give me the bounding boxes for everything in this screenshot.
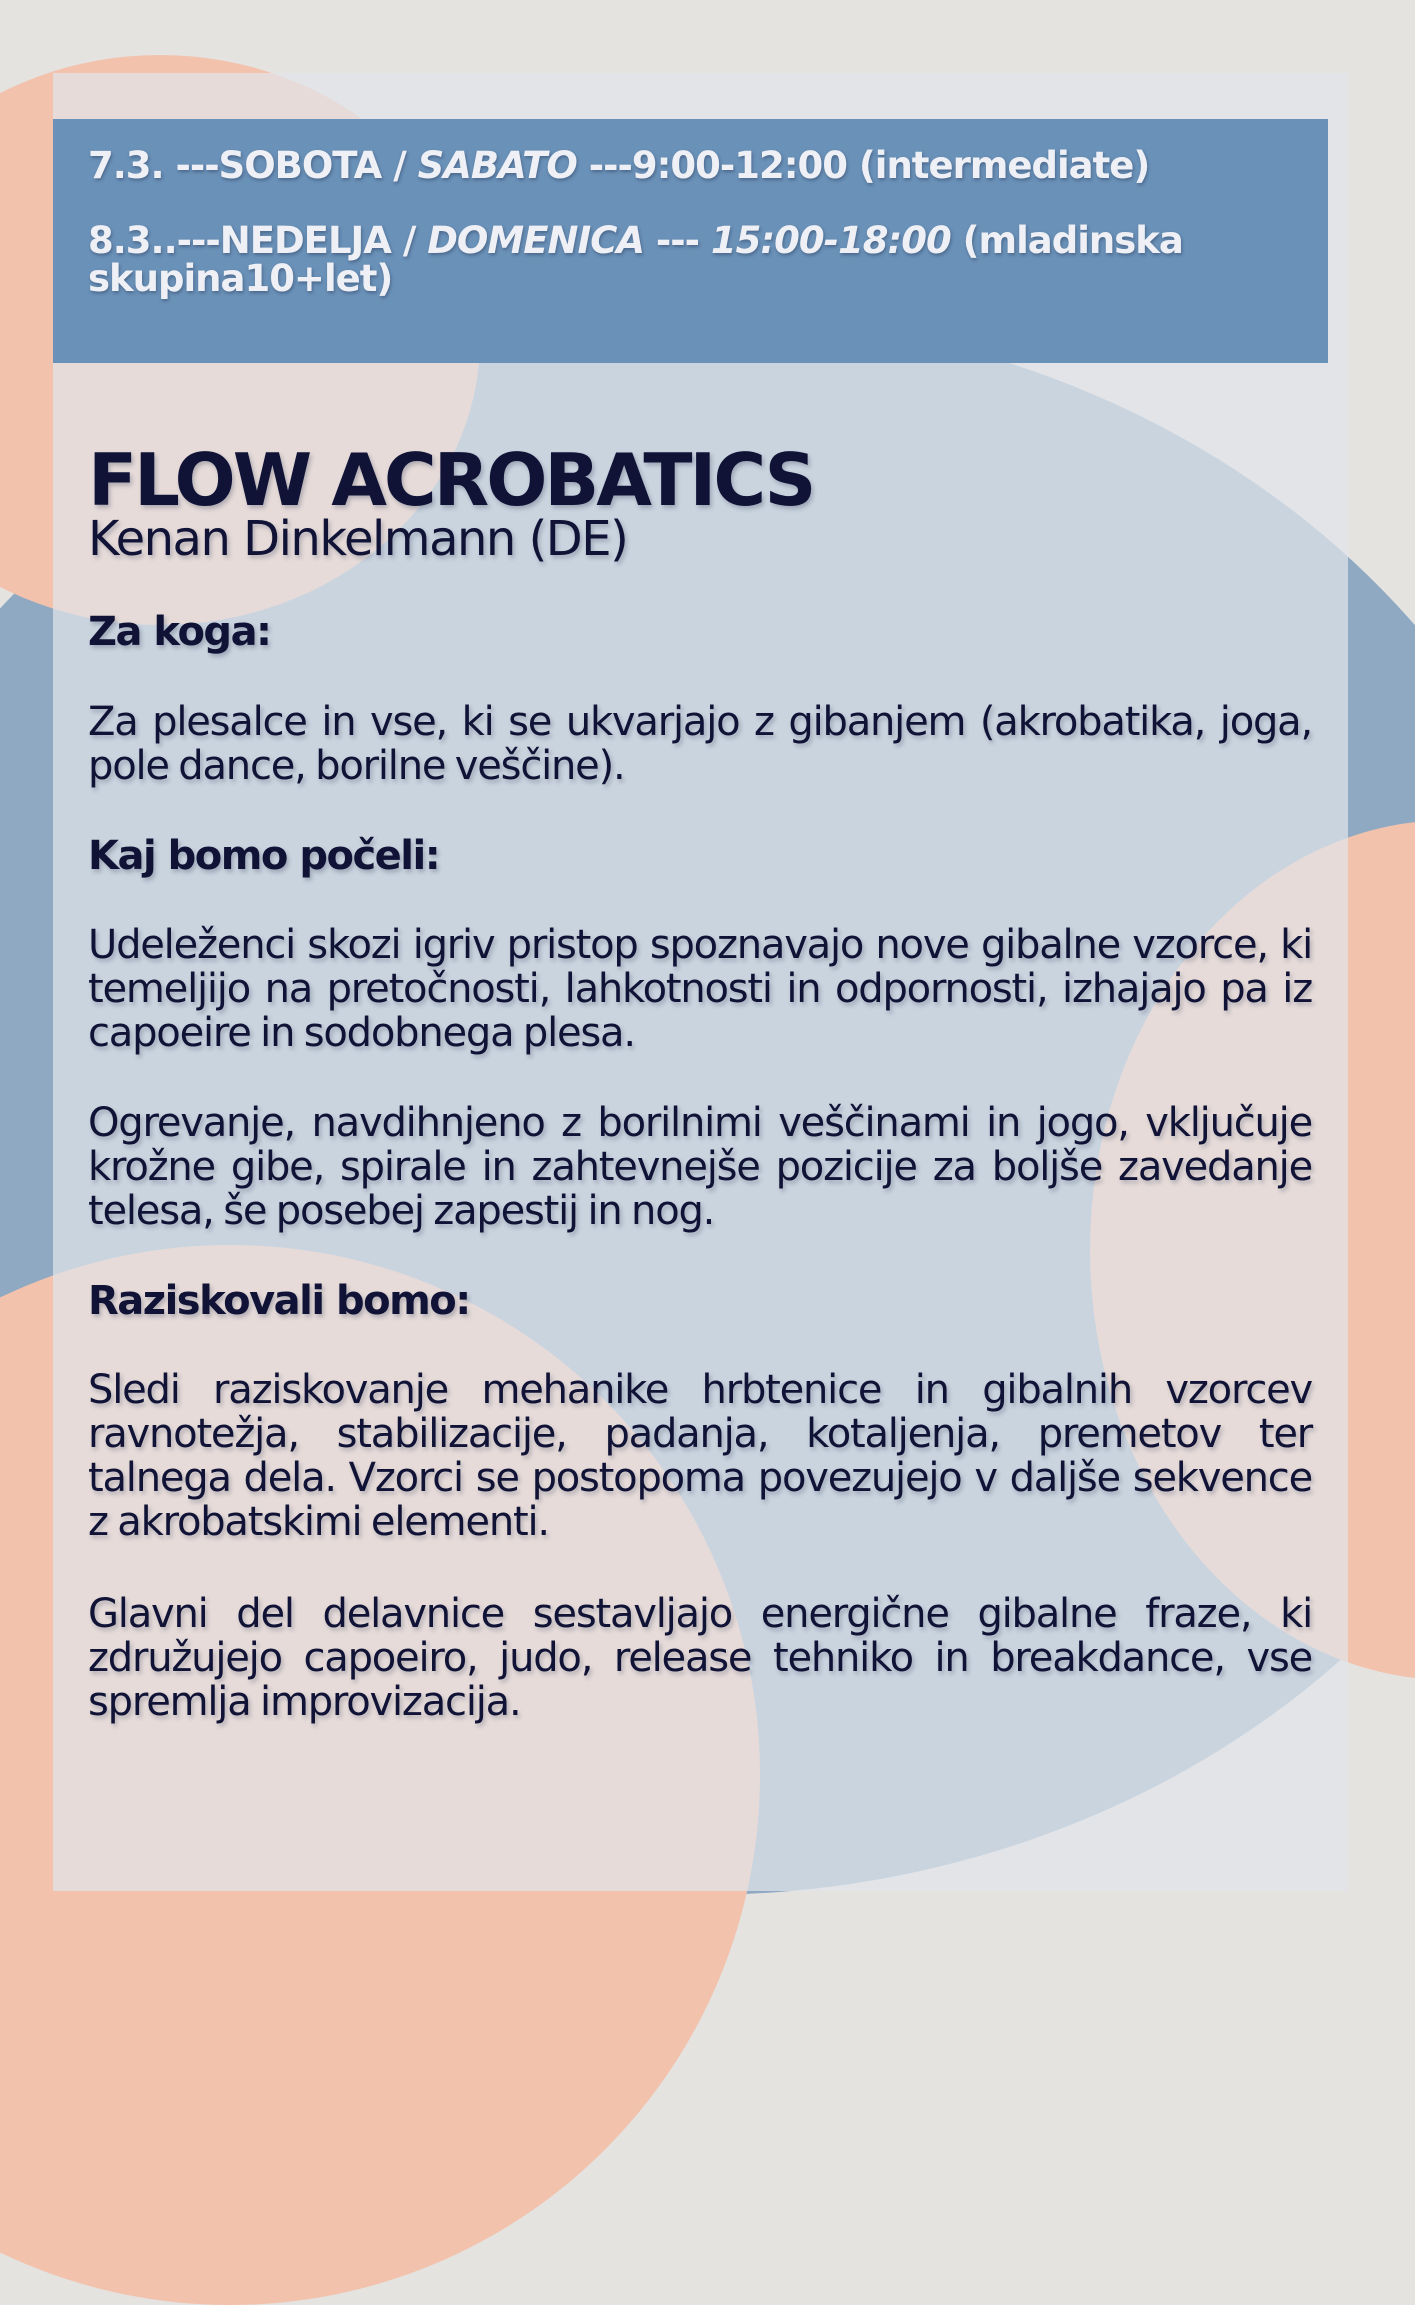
instructor-name: Kenan Dinkelmann (DE) [88, 511, 628, 567]
section-text-what-we-do-2: Ogrevanje, navdihnjeno z borilnimi veščinami in jogo, vključuje krožne gibe, spirale in zahtevnejše pozicije za boljše zavedanje telesa, še posebej zapestij in nog. [88, 1100, 1312, 1234]
section-heading-what-we-do: Kaj bomo počeli: [88, 833, 440, 879]
section-heading-explore: Raziskovali bomo: [88, 1278, 470, 1324]
schedule-sunday-group: (mladinska skupina10+let) [88, 219, 1183, 300]
section-text-explore-2: Glavni del delavnice sestavljajo energične gibalne fraze, ki združujejo capoeiro, judo, release tehniko in breakdance, vse spremlja improvizacija. [88, 1591, 1312, 1725]
schedule-sunday-time: 15:00-18:00 [710, 219, 951, 262]
schedule-line-saturday [88, 144, 1308, 187]
schedule-sunday-date: 8.3..---NEDELJA / [88, 219, 428, 262]
section-heading-for-whom: Za koga: [88, 609, 271, 655]
schedule-saturday-date: 7.3. ---SOBOTA / [88, 144, 418, 187]
section-text-what-we-do-1: Udeleženci skozi igriv pristop spoznavajo nove gibalne vzorce, ki temeljijo na pretočnosti, lahkotnosti in odpornosti, izhajajo pa iz capoeire in sodobnega plesa. [88, 922, 1312, 1056]
schedule-sunday-italian-day: DOMENICA [427, 219, 645, 262]
schedule-sunday-dash: --- [644, 219, 711, 262]
schedule-line-sunday [88, 219, 1308, 300]
schedule-saturday-italian-day: SABATO [417, 144, 577, 187]
section-text-for-whom: Za plesalce in vse, ki se ukvarjajo z gibanjem (akrobatika, joga, pole dance, borilne veščine). [88, 699, 1312, 789]
workshop-title: FLOW ACROBATICS [88, 438, 814, 522]
schedule-saturday-time: ---9:00-12:00 (intermediate) [576, 144, 1150, 187]
section-text-explore-1: Sledi raziskovanje mehanike hrbtenice in gibalnih vzorcev ravnotežja, stabilizacije, padanja, kotaljenja, premetov ter talnega dela. Vzorci se postopoma povezujejo v daljše sekvence z akrobatskimi elementi. [88, 1367, 1312, 1545]
